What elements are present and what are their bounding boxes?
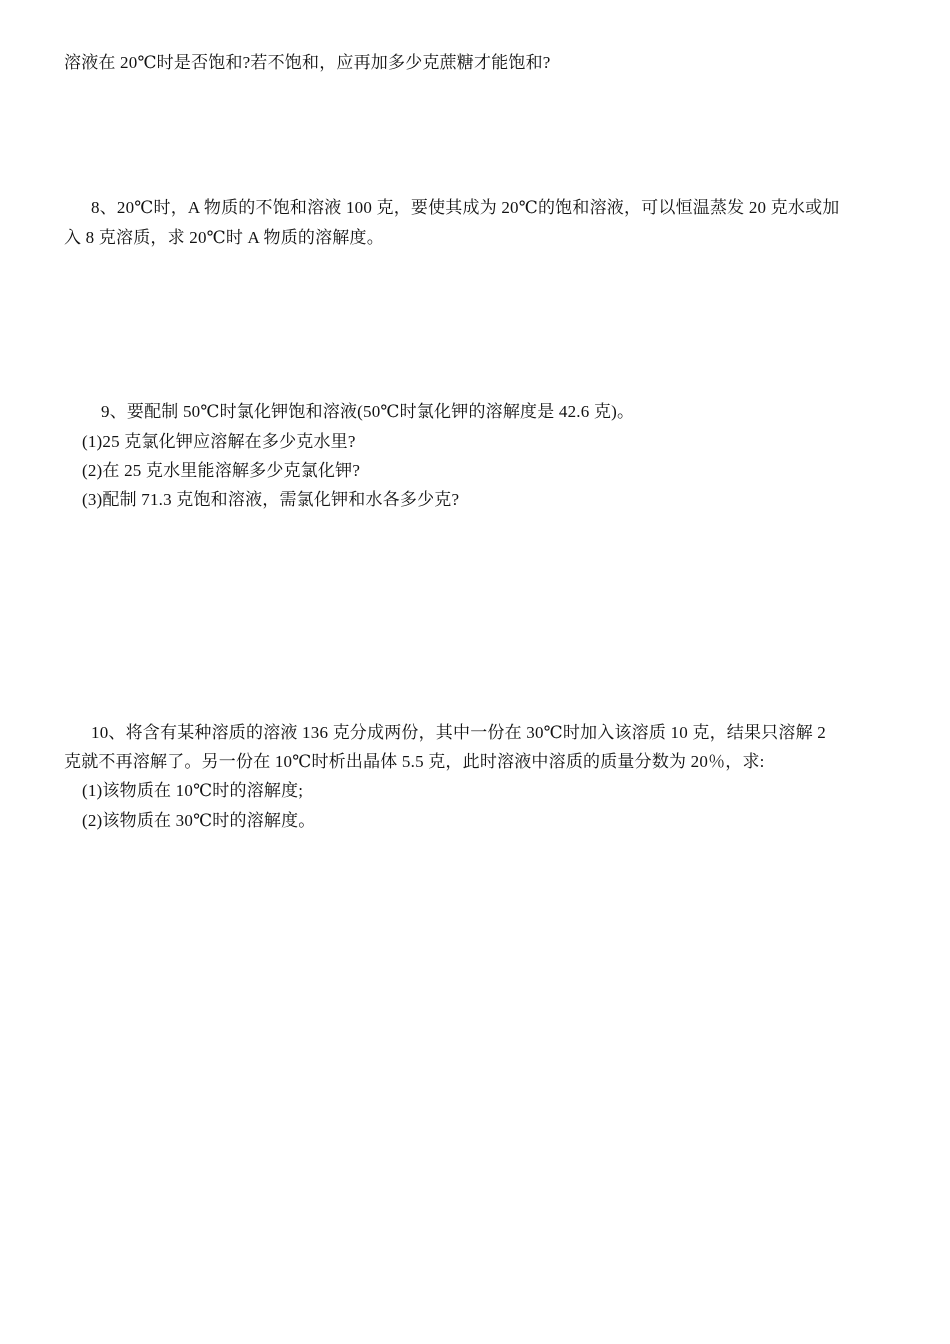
- question-10-line-2: 克就不再溶解了。另一份在 10℃时析出晶体 5.5 克，此时溶液中溶质的质量分数为 20％，求:: [64, 752, 765, 771]
- question-9-sub-3: (3)配制 71.3 克饱和溶液，需氯化钾和水各多少克?: [82, 490, 460, 509]
- continued-question-text: 溶液在 20℃时是否饱和?若不饱和，应再加多少克蔗糖才能饱和?: [64, 53, 551, 72]
- question-10-sub-1: (1)该物质在 10℃时的溶解度;: [82, 781, 304, 800]
- question-10-sub-2: (2)该物质在 30℃时的溶解度。: [82, 811, 316, 830]
- question-8-line-2: 入 8 克溶质，求 20℃时 A 物质的溶解度。: [64, 228, 384, 247]
- question-8-line-1: 8、20℃时，A 物质的不饱和溶液 100 克，要使其成为 20℃的饱和溶液，可以恒温蒸发 20 克水或加: [91, 198, 840, 217]
- question-9-sub-2: (2)在 25 克水里能溶解多少克氯化钾?: [82, 461, 361, 480]
- question-9-intro: 9、要配制 50℃时氯化钾饱和溶液(50℃时氯化钾的溶解度是 42.6 克)。: [101, 402, 635, 421]
- question-10-line-1: 10、将含有某种溶质的溶液 136 克分成两份，其中一份在 30℃时加入该溶质 10 克，结果只溶解 2: [91, 723, 826, 742]
- question-9-sub-1: (1)25 克氯化钾应溶解在多少克水里?: [82, 432, 356, 451]
